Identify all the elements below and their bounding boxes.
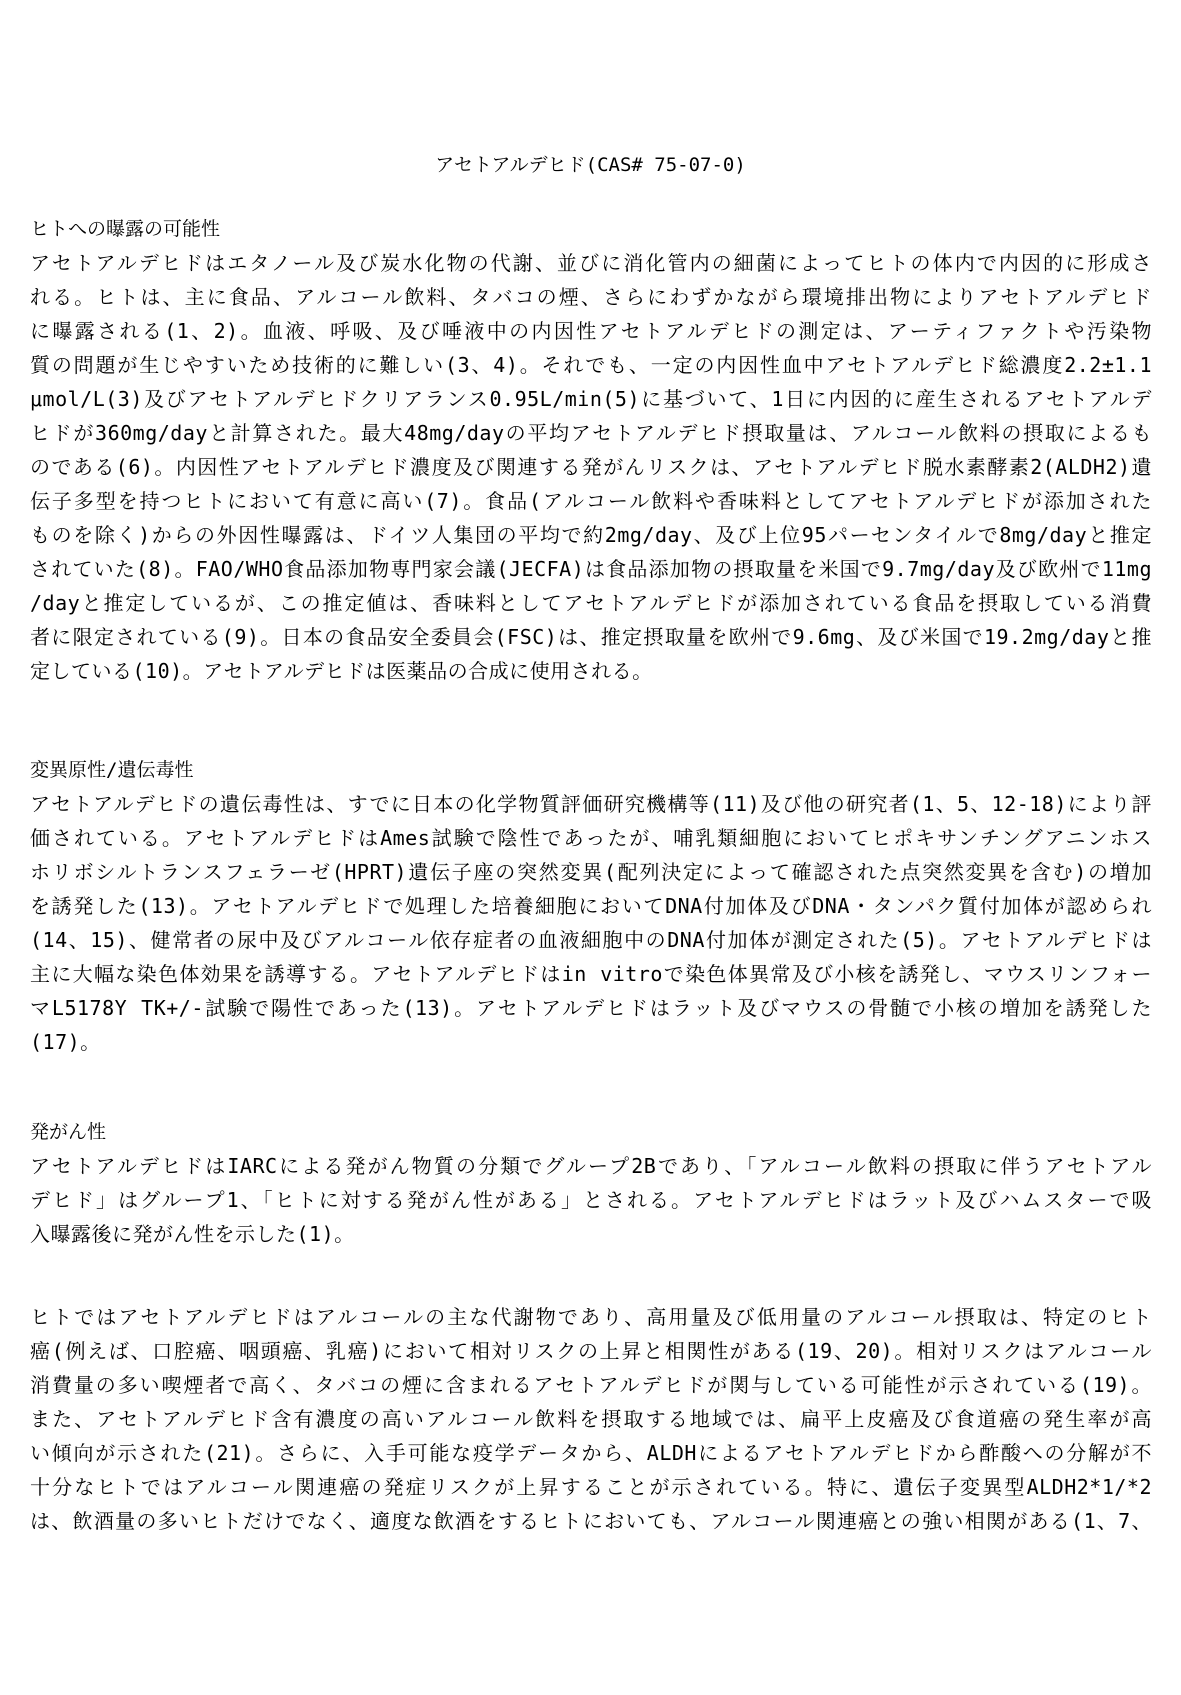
document-title: アセトアルデヒド(CAS# 75-07-0) (435, 154, 746, 176)
text-line: れる。ヒトは、主に食品、アルコール飲料、タバコの煙、さらにわずかながら環境排出物によりアセトアルデヒド (30, 285, 1152, 309)
text-line: μmol/L(3)及びアセトアルデヒドクリアランス0.95L/min(5)に基づいて、1日に内因的に産生されるアセトアルデ (30, 387, 1152, 411)
text-line: ヒトではアセトアルデヒドはアルコールの主な代謝物であり、高用量及び低用量のアルコール摂取は、特定のヒト (30, 1305, 1152, 1329)
text-line: アセトアルデヒドはエタノール及び炭水化物の代謝、並びに消化管内の細菌によってヒトの体内で内因的に形成さ (30, 251, 1152, 275)
section-heading-exposure: ヒトへの曝露の可能性 (30, 218, 221, 240)
text-line: マL5178Y TK+/-試験で陽性であった(13)。アセトアルデヒドはラット及びマウスの骨髄で小核の増加を誘発した (30, 996, 1152, 1020)
paragraph-exposure (30, 246, 1152, 688)
text-line: は、飲酒量の多いヒトだけでなく、適度な飲酒をするヒトにおいても、アルコール関連癌との強い相関がある(1、7、 (30, 1509, 1152, 1533)
section-heading-genotoxicity: 変異原性/遺伝毒性 (30, 759, 194, 781)
text-line: 質の問題が生じやすいため技術的に難しい(3、4)。それでも、一定の内因性血中アセトアルデヒド総濃度2.2±1.1 (30, 353, 1152, 377)
text-line: また、アセトアルデヒド含有濃度の高いアルコール飲料を摂取する地域では、扁平上皮癌及び食道癌の発生率が高 (30, 1407, 1152, 1431)
text-line: /dayと推定しているが、この推定値は、香味料としてアセトアルデヒドが添加されている食品を摂取している消費 (30, 591, 1152, 615)
text-line: (14、15)、健常者の尿中及びアルコール依存症者の血液細胞中のDNA付加体が測定された(5)。アセトアルデヒドは (30, 928, 1152, 952)
text-line: 伝子多型を持つヒトにおいて有意に高い(7)。食品(アルコール飲料や香味料としてアセトアルデヒドが添加された (30, 489, 1152, 513)
text-line: 定している(10)。アセトアルデヒドは医薬品の合成に使用される。 (30, 659, 653, 683)
text-line: 消費量の多い喫煙者で高く、タバコの煙に含まれるアセトアルデヒドが関与している可能性が示されている(19)。 (30, 1373, 1152, 1397)
text-line: アセトアルデヒドの遺伝毒性は、すでに日本の化学物質評価研究機構等(11)及び他の研究者(1、5、12-18)により評 (30, 792, 1152, 816)
text-line: (17)。 (30, 1030, 101, 1054)
text-line: 者に限定されている(9)。日本の食品安全委員会(FSC)は、推定摂取量を欧州で9.6mg、及び米国で19.2mg/dayと推 (30, 625, 1152, 649)
text-line: ヒドが360mg/dayと計算された。最大48mg/dayの平均アセトアルデヒド摂取量は、アルコール飲料の摂取によるも (30, 421, 1152, 445)
text-line: されていた(8)。FAO/WHO食品添加物専門家会議(JECFA)は食品添加物の摂取量を米国で9.7mg/day及び欧州で11mg (30, 557, 1152, 581)
text-line: 入曝露後に発がん性を示した(1)。 (30, 1222, 355, 1246)
text-line: デヒド」はグループ1、「ヒトに対する発がん性がある」とされる。アセトアルデヒドはラット及びハムスターで吸 (30, 1188, 1152, 1212)
text-line: ホリボシルトランスフェラーゼ(HPRT)遺伝子座の突然変異(配列決定によって確認された点突然変異を含む)の増加 (30, 860, 1152, 884)
text-line: アセトアルデヒドはIARCによる発がん物質の分類でグループ2Bであり、「アルコール飲料の摂取に伴うアセトアル (30, 1154, 1152, 1178)
text-line: ものを除く)からの外因性曝露は、ドイツ人集団の平均で約2mg/day、及び上位95パーセンタイルで8mg/dayと推定 (30, 523, 1152, 547)
text-line: に曝露される(1、2)。血液、呼吸、及び唾液中の内因性アセトアルデヒドの測定は、アーティファクトや汚染物 (30, 319, 1152, 343)
text-line: 十分なヒトではアルコール関連癌の発症リスクが上昇することが示されている。特に、遺伝子変異型ALDH2*1/*2 (30, 1475, 1152, 1499)
section-heading-carcinogenicity: 発がん性 (30, 1121, 107, 1143)
paragraph-carcinogenicity-1 (30, 1149, 1152, 1251)
text-line: い傾向が示された(21)。さらに、入手可能な疫学データから、ALDHによるアセトアルデヒドから酢酸への分解が不 (30, 1441, 1152, 1465)
text-line: を誘発した(13)。アセトアルデヒドで処理した培養細胞においてDNA付加体及びDNA・タンパク質付加体が認められ (30, 894, 1152, 918)
paragraph-carcinogenicity-2 (30, 1300, 1152, 1538)
text-line: 癌(例えば、口腔癌、咽頭癌、乳癌)において相対リスクの上昇と相関性がある(19、20)。相対リスクはアルコール (30, 1339, 1152, 1363)
paragraph-genotoxicity (30, 787, 1152, 1059)
text-line: のである(6)。内因性アセトアルデヒド濃度及び関連する発がんリスクは、アセトアルデヒド脱水素酵素2(ALDH2)遺 (30, 455, 1152, 479)
text-line: 価されている。アセトアルデヒドはAmes試験で陰性であったが、哺乳類細胞においてヒポキサンチングアニンホス (30, 826, 1152, 850)
text-line: 主に大幅な染色体効果を誘導する。アセトアルデヒドはin vitroで染色体異常及び小核を誘発し、マウスリンフォー (30, 962, 1152, 986)
